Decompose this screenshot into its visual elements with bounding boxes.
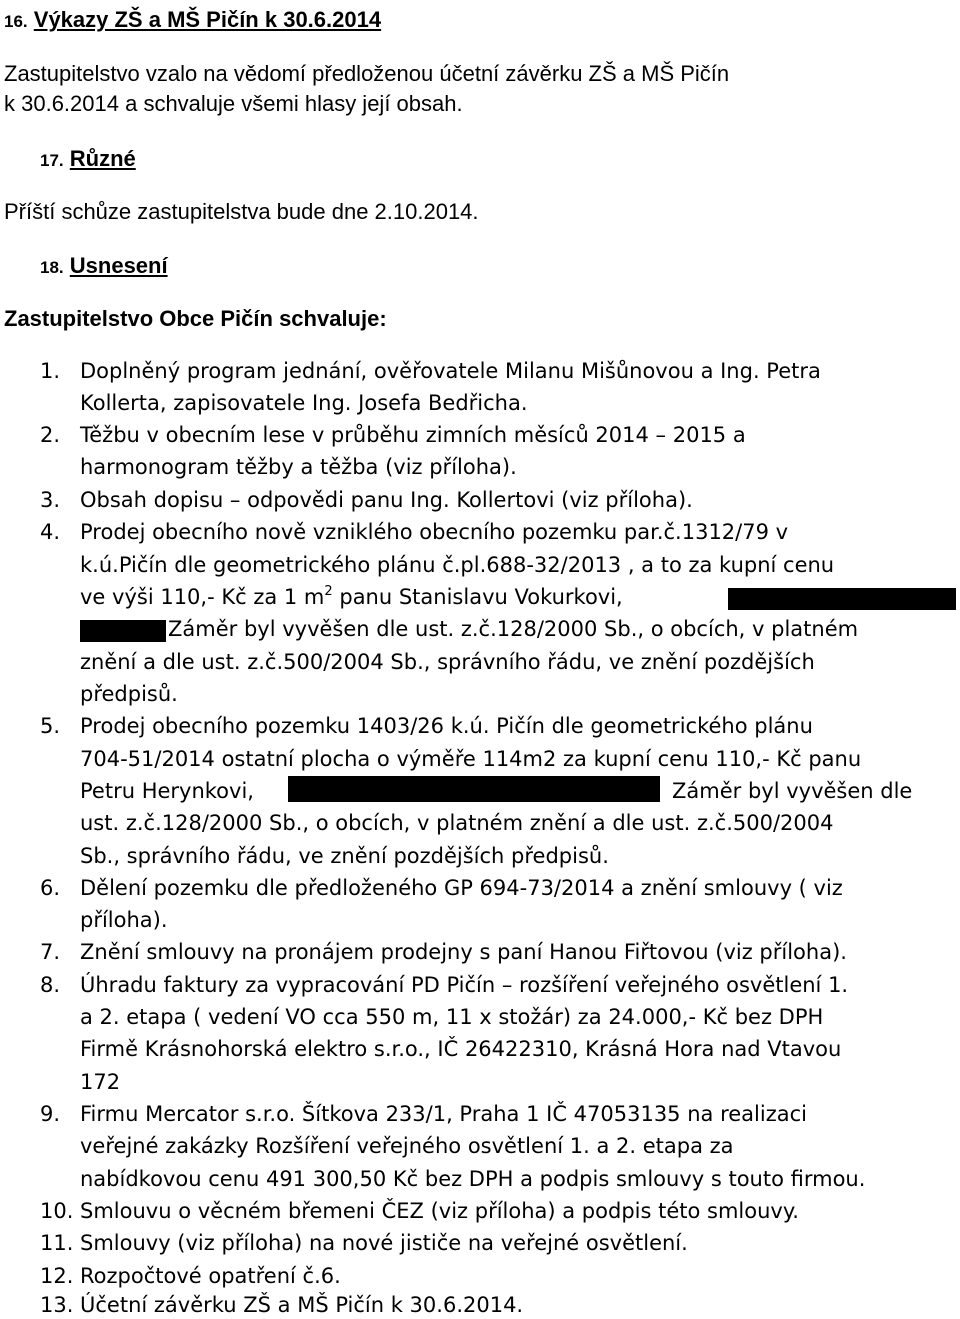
item-number: 3. (40, 488, 61, 512)
item-9-line: nabídkovou cenu 491 300,50 Kč bez DPH a podpis smlouvy s touto firmou. (80, 1167, 866, 1191)
item-4-text: ve výši 110,- Kč za 1 m (80, 585, 325, 609)
section-title: Výkazy ZŠ a MŠ Pičín k 30.6.2014 (33, 7, 382, 32)
item-4-line (80, 583, 623, 611)
item-1-line: Kollerta, zapisovatele Ing. Josefa Bedřicha. (80, 391, 528, 415)
item-number: 12. (40, 1264, 74, 1288)
item-10-line: Smlouvu o věcném břemeni ČEZ (viz příloha) a podpis této smlouvy. (80, 1199, 799, 1223)
section-18-heading (40, 252, 168, 282)
section-number: 16. (4, 12, 28, 31)
item-5-line: Prodej obecního pozemku 1403/26 k.ú. Pičín dle geometrického plánu (80, 714, 813, 738)
section-16-text-line: k 30.6.2014 a schvaluje všemi hlasy její obsah. (4, 91, 463, 116)
item-number: 10. (40, 1199, 74, 1223)
item-number: 4. (40, 520, 61, 544)
superscript: 2 (324, 584, 333, 599)
item-3-line: Obsah dopisu – odpovědi panu Ing. Kollertovi (viz příloha). (80, 488, 693, 512)
item-5-line: 704-51/2014 ostatní plocha o výměře 114m2 za kupní cenu 110,- Kč panu (80, 747, 862, 771)
item-9-line: veřejné zakázky Rozšíření veřejného osvětlení 1. a 2. etapa za (80, 1134, 734, 1158)
item-number: 13. (40, 1293, 74, 1317)
section-16-text-line: Zastupitelstvo vzalo na vědomí předloženou účetní závěrku ZŠ a MŠ Pičín (4, 61, 730, 86)
item-number: 1. (40, 359, 61, 383)
item-5-line: ust. z.č.128/2000 Sb., o obcích, v platném znění a dle ust. z.č.500/2004 (80, 811, 834, 835)
section-title: Usnesení (69, 253, 168, 278)
item-4-line: znění a dle ust. z.č.500/2004 Sb., správního řádu, ve znění pozdějších (80, 650, 815, 674)
item-number: 8. (40, 973, 61, 997)
redaction-bar (80, 620, 166, 642)
section-17-heading (40, 145, 136, 175)
item-2-line: Těžbu v obecním lese v průběhu zimních měsíců 2014 – 2015 a (80, 423, 746, 447)
item-4-line: Záměr byl vyvěšen dle ust. z.č.128/2000 Sb., o obcích, v platném (168, 617, 859, 641)
item-12-line: Rozpočtové opatření č.6. (80, 1264, 341, 1288)
item-9-line: Firmu Mercator s.r.o. Šítkova 233/1, Praha 1 IČ 47053135 na realizaci (80, 1102, 807, 1126)
item-6-line: příloha). (80, 908, 168, 932)
item-4-line: k.ú.Pičín dle geometrického plánu č.pl.688-32/2013 , a to za kupní cenu (80, 553, 835, 577)
item-number: 11. (40, 1231, 74, 1255)
item-4-line: předpisů. (80, 682, 178, 706)
approves-heading: Zastupitelstvo Obce Pičín schvaluje: (4, 306, 387, 331)
item-5-line: Petru Herynkovi, (80, 779, 254, 803)
item-1-line: Doplněný program jednání, ověřovatele Milanu Mišůnovou a Ing. Petra (80, 359, 821, 383)
item-number: 7. (40, 940, 61, 964)
item-2-line: harmonogram těžby a těžba (viz příloha). (80, 455, 517, 479)
section-16-heading (4, 6, 381, 36)
item-number: 5. (40, 714, 61, 738)
item-13-line: Účetní závěrku ZŠ a MŠ Pičín k 30.6.2014. (80, 1293, 524, 1317)
item-number: 9. (40, 1102, 61, 1126)
item-4-line: Prodej obecního nově vzniklého obecního pozemku par.č.1312/79 v (80, 520, 789, 544)
item-6-line: Dělení pozemku dle předloženého GP 694-73/2014 a znění smlouvy ( viz (80, 876, 843, 900)
section-title: Různé (69, 146, 136, 171)
item-5-line: Sb., správního řádu, ve znění pozdějších předpisů. (80, 844, 609, 868)
item-7-line: Znění smlouvy na pronájem prodejny s paní Hanou Fiřtovou (viz příloha). (80, 940, 847, 964)
item-8-line: 172 (80, 1070, 121, 1094)
item-8-line: a 2. etapa ( vedení VO cca 550 m, 11 x stožár) za 24.000,- Kč bez DPH (80, 1005, 824, 1029)
item-8-line: Firmě Krásnohorská elektro s.r.o., IČ 26422310, Krásná Hora nad Vtavou (80, 1037, 842, 1061)
item-4-text: panu Stanislavu Vokurkovi, (332, 585, 623, 609)
redaction-bar (728, 588, 956, 610)
section-number: 17. (40, 151, 64, 170)
section-17-text: Příští schůze zastupitelstva bude dne 2.10.2014. (4, 199, 479, 224)
item-number: 2. (40, 423, 61, 447)
item-8-line: Úhradu faktury za vypracování PD Pičín – rozšíření veřejného osvětlení 1. (80, 973, 849, 997)
section-number: 18. (40, 258, 64, 277)
item-number: 6. (40, 876, 61, 900)
item-11-line: Smlouvy (viz příloha) na nové jističe na veřejné osvětlení. (80, 1231, 688, 1255)
redaction-bar (288, 776, 660, 802)
item-5-line: Záměr byl vyvěšen dle (672, 779, 913, 803)
